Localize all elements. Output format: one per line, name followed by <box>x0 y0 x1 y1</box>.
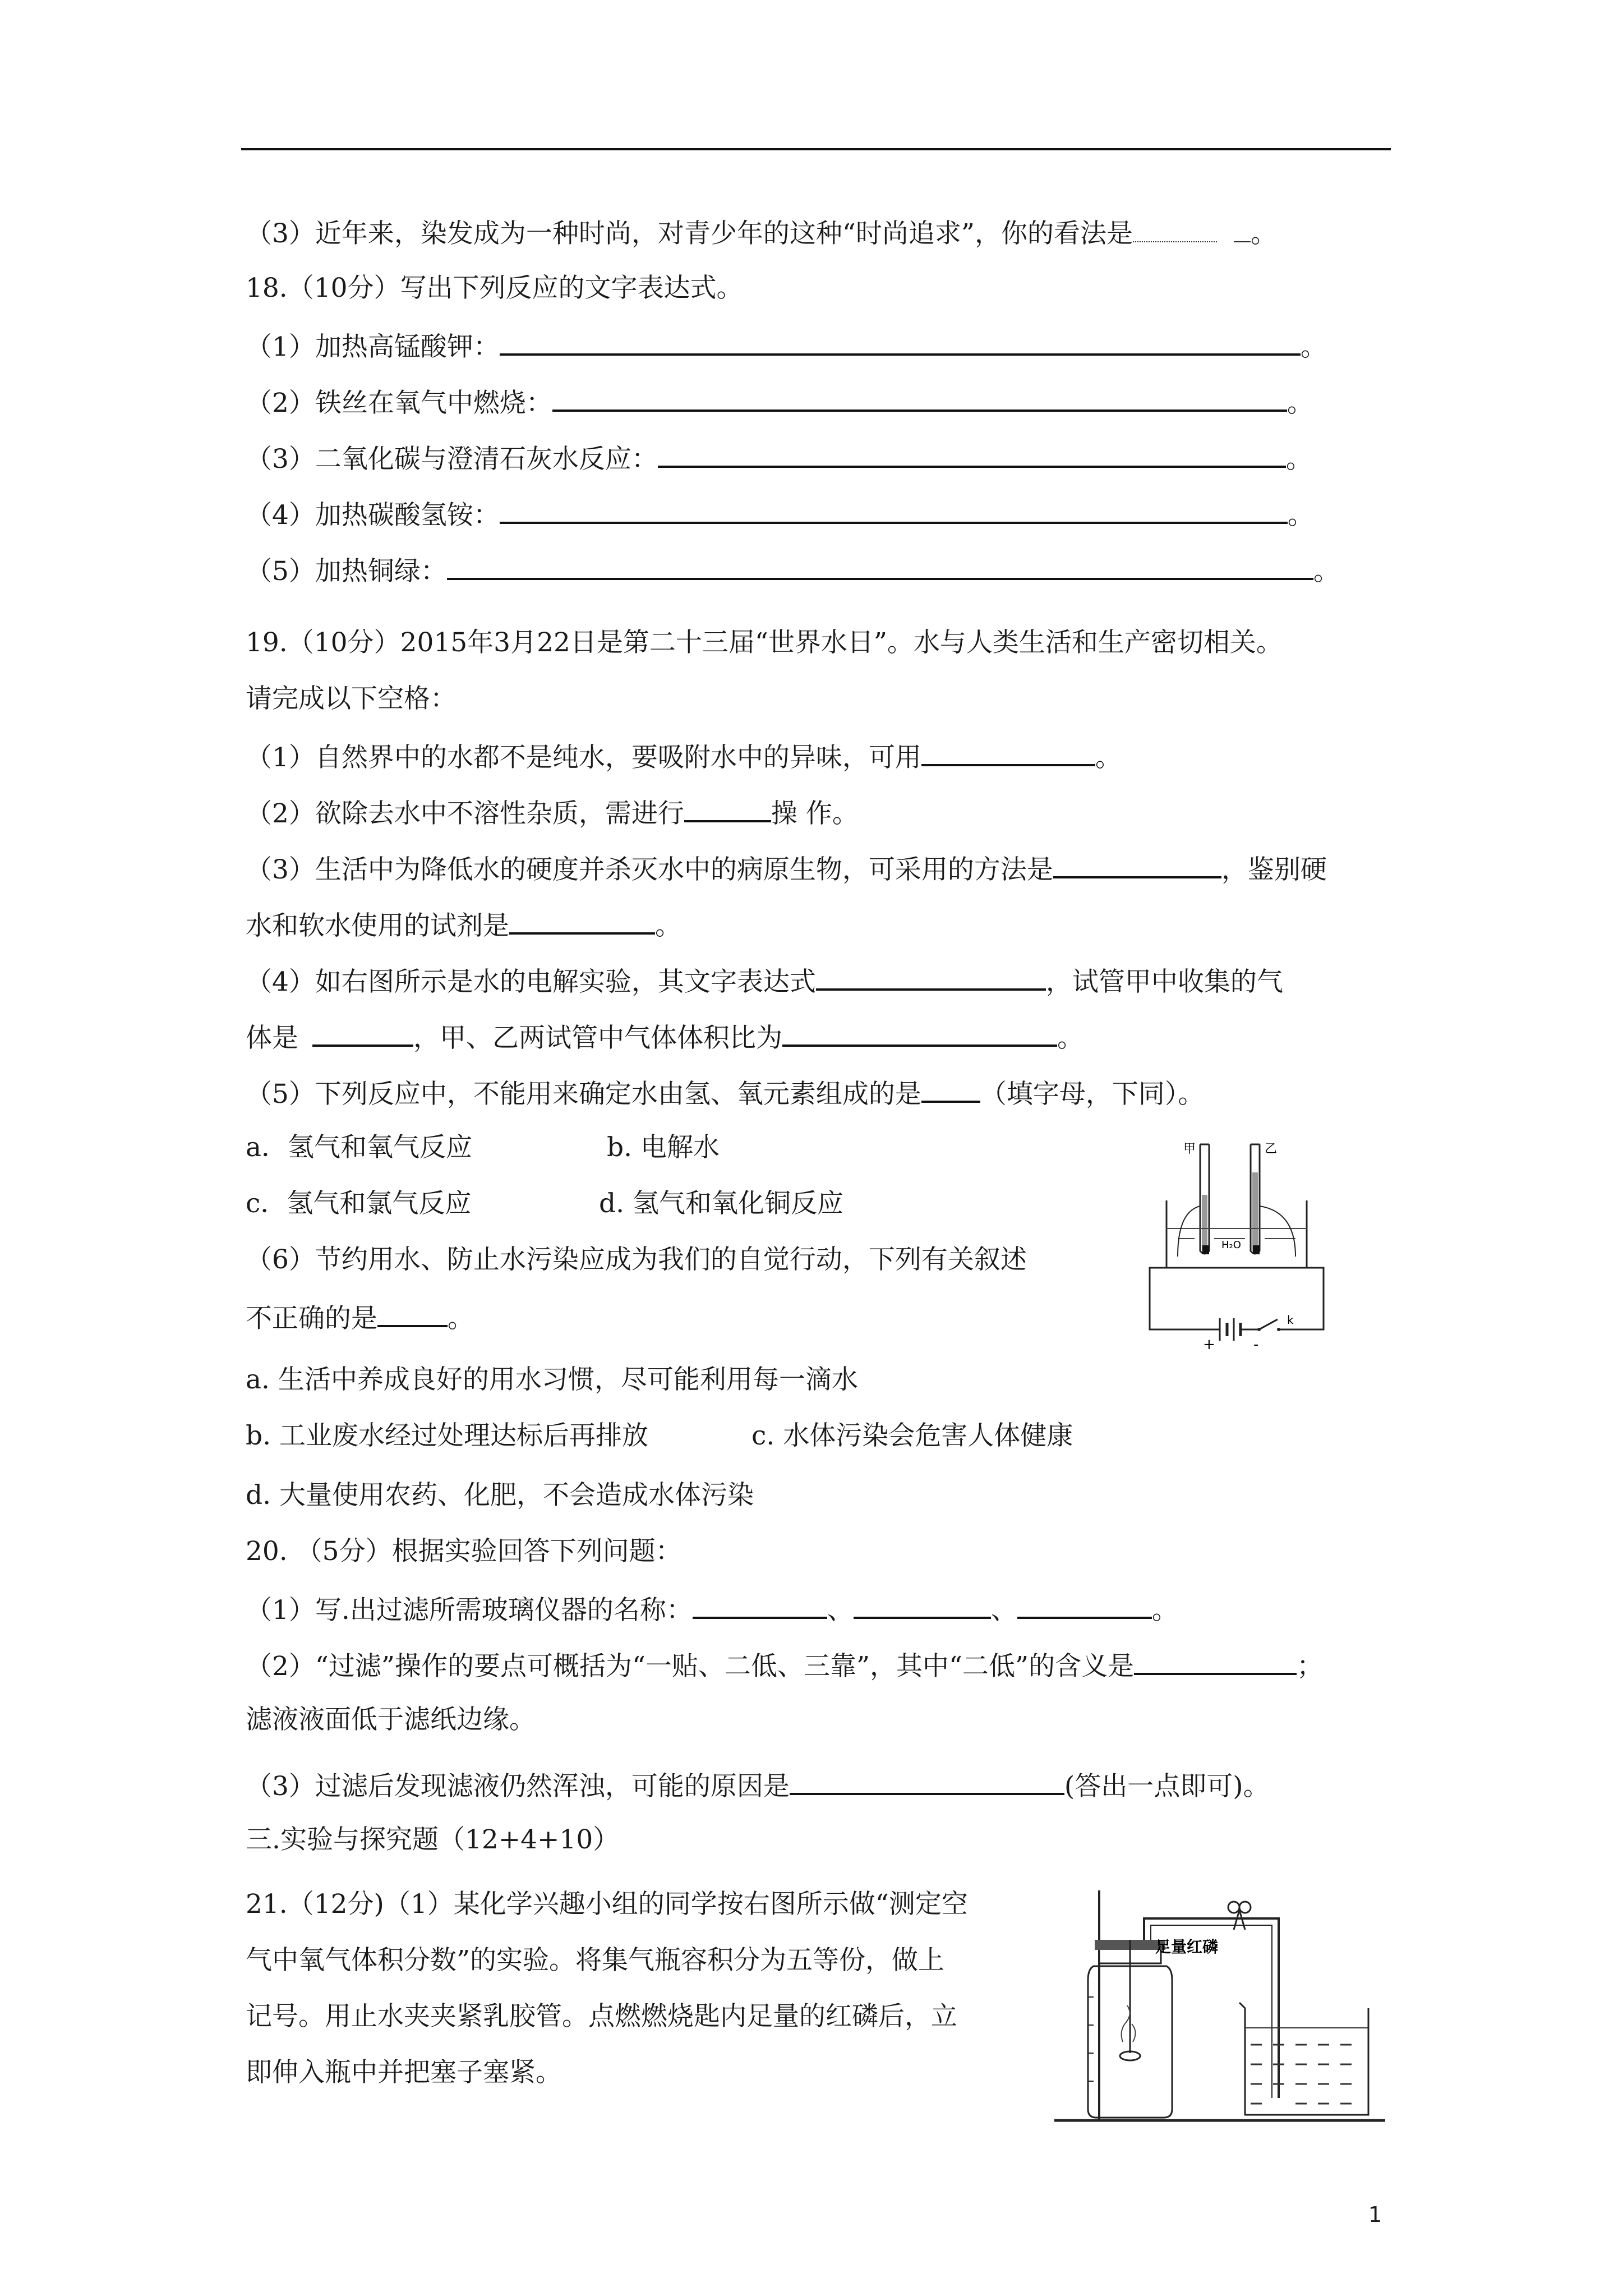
q21-line1: 21.（12分)（1）某化学兴趣小组的同学按右图所示做“测定空 <box>246 1889 968 1920</box>
q20-title: 20. （5分）根据实验回答下列问题： <box>246 1536 682 1567</box>
q18-item-1 <box>246 328 1327 364</box>
q18-item-1-label: （1）加热高锰酸钾： <box>246 332 500 362</box>
q19-p3a-blank[interactable] <box>1053 850 1221 878</box>
header-rule <box>241 148 1391 150</box>
q18-item-3-label: （3）二氧化碳与澄清石灰水反应： <box>246 444 658 475</box>
q19-title2: 请完成以下空格： <box>246 683 457 714</box>
q19-p3b-blank[interactable] <box>509 907 655 935</box>
q19-p4b-mid: ，甲、乙两试管中气体体积比为 <box>413 1023 782 1053</box>
electrolysis-figure <box>1144 1139 1329 1352</box>
q19-p4a-blank[interactable] <box>816 963 1046 991</box>
q18-item-4-blank[interactable] <box>500 496 1288 524</box>
q20-p1 <box>246 1591 1178 1627</box>
q18-item-5 <box>246 552 1340 588</box>
q19-p4b-end: 。 <box>1057 1023 1083 1053</box>
q17-3-text: （3）近年来，染发成为一种时尚，对青少年的这种“时尚追求”，你的看法是 <box>246 218 1133 249</box>
q19-p1 <box>246 738 1122 775</box>
q19-p4a <box>246 963 1283 999</box>
page-number: 1 <box>1368 2202 1382 2227</box>
q19-s-b: b. 工业废水经过处理达标后再排放 <box>246 1420 648 1451</box>
section3-heading: 三.实验与探究题（12+4+10） <box>246 1824 620 1855</box>
q21-line3: 记号。用止水夹夹紧乳胶管。点燃燃烧匙内足量的红磷后，立 <box>246 2001 957 2032</box>
q18-item-3-end: 。 <box>1285 444 1312 475</box>
q19-p5-end: （填字母，下同）。 <box>980 1079 1205 1110</box>
q19-p2-end: 操 作。 <box>771 798 859 829</box>
q20-p1-end: 。 <box>1151 1595 1178 1626</box>
q19-s-d: d. 大量使用农药、化肥，不会造成水体污染 <box>246 1480 754 1511</box>
q20-p1-blank3[interactable] <box>1017 1591 1152 1619</box>
q18-item-4 <box>246 496 1314 532</box>
q17-3-line <box>246 215 1277 251</box>
q19-p5-text: （5）下列反应中，不能用来确定水由氢、氧元素组成的是 <box>246 1079 921 1110</box>
fig-label-yi: 乙 <box>1265 1142 1278 1156</box>
q19-p2-text: （2）欲除去水中不溶性杂质，需进行 <box>246 798 684 829</box>
q19-p3a-end: ，鉴别硬 <box>1221 854 1327 885</box>
q20-p1-sep2: 、 <box>990 1595 1017 1626</box>
q19-p4b-blank1[interactable] <box>312 1019 413 1047</box>
q20-p1-sep1: 、 <box>827 1595 854 1626</box>
q18-item-4-end: 。 <box>1287 500 1314 531</box>
q20-p2a <box>246 1647 1323 1683</box>
q20-p1-blank2[interactable] <box>854 1591 991 1619</box>
q19-p4a-end: ，试管甲中收集的气 <box>1045 967 1283 997</box>
q20-p3-blank[interactable] <box>790 1767 1064 1795</box>
q19-p6b-end: 。 <box>448 1303 474 1334</box>
q19-title: 19.（10分）2015年3月22日是第二十三届“世界水日”。水与人类生活和生产密切相关。 <box>246 627 1283 658</box>
q20-p2a-blank[interactable] <box>1134 1647 1297 1675</box>
q19-p3b-text: 水和软水使用的试剂是 <box>246 910 509 941</box>
q19-p3a <box>246 850 1327 887</box>
q19-s-a: a. 生活中养成良好的用水习惯，尽可能利用每一滴水 <box>246 1364 858 1395</box>
q19-p4b <box>246 1019 1083 1055</box>
q18-item-2 <box>246 384 1313 420</box>
q19-p5 <box>246 1075 1204 1111</box>
q21-line4: 即伸入瓶中并把塞子塞紧。 <box>246 2057 562 2088</box>
q19-p6b-blank[interactable] <box>377 1299 448 1327</box>
q19-opt-c: c．氢气和氯气反应 <box>246 1188 472 1219</box>
q21-line2: 气中氧气体积分数”的实验。将集气瓶容积分为五等份，做上 <box>246 1945 945 1976</box>
q19-p6a: （6）节约用水、防止水污染应成为我们的自觉行动，下列有关叙述 <box>246 1244 1027 1275</box>
q18-item-3-blank[interactable] <box>658 440 1286 468</box>
q19-p4b-blank2[interactable] <box>782 1019 1057 1047</box>
q20-p1-blank1[interactable] <box>693 1591 827 1619</box>
q19-p6b-text: 不正确的是 <box>246 1303 377 1334</box>
q18-item-4-label: （4）加热碳酸氢铵： <box>246 500 500 531</box>
fig-label-plus: + <box>1203 1336 1215 1352</box>
q17-3-blank-tail <box>1234 215 1251 242</box>
q18-title: 18.（10分）写出下列反应的文字表达式。 <box>246 273 743 303</box>
q20-p2b: 滤液液面低于滤纸边缘。 <box>246 1704 536 1735</box>
q18-item-2-end: 。 <box>1287 388 1313 418</box>
q17-3-blank[interactable] <box>1133 215 1217 242</box>
q19-p1-end: 。 <box>1095 742 1122 773</box>
q20-p3 <box>246 1767 1270 1803</box>
q19-p3b <box>246 907 681 943</box>
fig-label-jia: 甲 <box>1183 1142 1196 1156</box>
q18-item-5-label: （5）加热铜绿： <box>246 556 447 587</box>
q18-item-1-end: 。 <box>1300 332 1327 362</box>
q20-p3-text: （3）过滤后发现滤液仍然浑浊，可能的原因是 <box>246 1771 790 1802</box>
q19-p3a-text: （3）生活中为降低水的硬度并杀灭水中的病原生物，可采用的方法是 <box>246 854 1053 885</box>
q19-p1-blank[interactable] <box>921 738 1095 766</box>
q19-s-c: c. 水体污染会危害人体健康 <box>751 1420 1073 1451</box>
q19-p2-blank[interactable] <box>684 794 771 822</box>
q19-opt-a: a．氢气和氧气反应 <box>246 1132 473 1163</box>
fig-label-k: k <box>1287 1313 1294 1327</box>
q19-p4b-text: 体是 <box>246 1023 298 1053</box>
q18-item-1-blank[interactable] <box>500 328 1301 356</box>
q19-opt-d: d. 氢气和氧化铜反应 <box>599 1188 843 1219</box>
q19-opt-b: b. 电解水 <box>607 1132 720 1163</box>
q20-p2a-text: （2）“过滤”操作的要点可概括为“一贴、二低、三靠”，其中“二低”的含义是 <box>246 1651 1135 1682</box>
q18-item-5-end: 。 <box>1313 556 1340 587</box>
q18-item-3 <box>246 440 1312 476</box>
q18-item-5-blank[interactable] <box>447 552 1313 580</box>
q19-p2 <box>246 794 859 831</box>
oxygen-apparatus-figure <box>1054 1885 1391 2132</box>
q18-item-2-label: （2）铁丝在氧气中燃烧： <box>246 388 552 418</box>
fig-label-red-phosphorus: 足量红磷 <box>1155 1938 1219 1956</box>
q17-3-end: 。 <box>1250 218 1277 249</box>
fig-label-minus: - <box>1253 1336 1259 1352</box>
q20-p3-end: (答出一点即可)。 <box>1064 1771 1270 1802</box>
q19-p3b-end: 。 <box>655 910 681 941</box>
q19-p4a-text: （4）如右图所示是水的电解实验，其文字表达式 <box>246 967 816 997</box>
q18-item-2-blank[interactable] <box>552 384 1287 412</box>
q20-p1-text: （1）写.出过滤所需玻璃仪器的名称： <box>246 1595 693 1626</box>
fig-label-h2o: H₂O <box>1221 1239 1241 1251</box>
q19-p6b <box>246 1299 474 1336</box>
q20-p2a-end: ； <box>1297 1651 1324 1682</box>
q19-p5-blank[interactable] <box>921 1075 980 1103</box>
q19-p1-text: （1）自然界中的水都不是纯水，要吸附水中的异味，可用 <box>246 742 921 773</box>
